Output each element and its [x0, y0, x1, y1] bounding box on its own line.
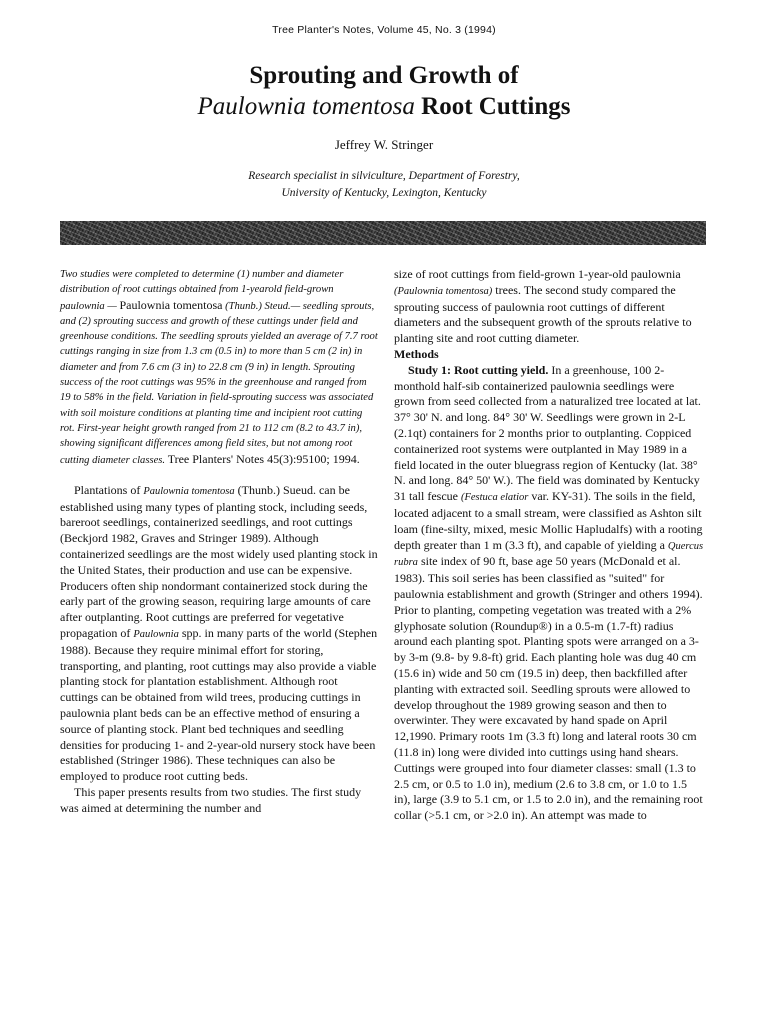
- title-line-1: Sprouting and Growth of: [249, 62, 519, 89]
- methods-heading: Methods: [394, 346, 439, 361]
- abstract-part-1: Two studies were completed to determine (1) number and diameter distribution of root cuttings obtained from 1-yearold field-grown paulownia —: [60, 269, 344, 312]
- abstract-citation: Tree Planters' Notes 45(3):95100; 1994.: [167, 451, 360, 466]
- title-rest: Root Cuttings: [414, 93, 571, 120]
- intro-text-c: spp. in many parts of the world (Stephen 1988). Because they require minimal effort for storing, transporting, and planting, root cuttings may also provide a viable planting stock for plantation establishment. Although root cuttings can be obtained from wild trees, producing cuttings in paulownia plant beds can be an effective method of ensuring a source of planting stock. Plant bed techniques and seedling densities for producing 1- and 2-year-old nursery stock have been established (Stringer 1986). These techniques can also be employed to produce root cutting beds.: [60, 626, 378, 784]
- author-affiliation: [0, 168, 768, 202]
- study-1-text-a: In a greenhouse, 100 2-monthold half-sib containerized paulownia seedlings were grown from seed collected from a naturalized tree located at lat. 37° 30' N. and long. 84° 30' W. Seedlings were grown in 2-L (2.1qt) containers for 2 months prior to outplanting. Coppiced containerized root systems were outplanted in May 1989 in a field located in the outer bluegrass region of Kentucky (lat. 38° N. and long. 84° 50' W.). The field was dominated by Kentucky 31 tall fescue: [394, 362, 701, 504]
- study-1-paragraph: [394, 363, 706, 824]
- right-paragraph-1: [394, 267, 706, 347]
- intro-paragraph-2: This paper presents results from two studies. The first study was aimed at determining the number and: [60, 785, 362, 815]
- study-1-quercus: Quercus rubra: [394, 540, 704, 569]
- right-text-b: trees. The second study compared the sprouting success of paulownia root cuttings of different diameters and the subsequent growth of the sprouts relative to planting site and root cutting diameter.: [394, 282, 692, 346]
- intro-text-a: Plantations of: [74, 482, 144, 497]
- study-1-text-c: site index of 90 ft, base age 50 years (McDonald et al. 1983). This soil series has been classified as "suited" for paulownia establishment and growth (Stringer and others 1994). Prior to planting, competing vegetation was treated with a 2% glyphosate solution (Roundup®) in a 0.5-m (1.7-ft) radius around each planting spot. Planting spots were arranged on a 3- by 3-m (9.8- by 9.8-ft) grid. Each planting hole was dug 40 cm (15.6 in) wide and 50 cm (19.5 in) deep, then backfilled after planting with extracted soil. Seedling sprouts were allowed to develop throughout the 1989 growing season and then to overwinter. They were excavated by hand spade on April 12,1990. Primary roots 1m (3.3 ft) long and lateral roots 30 cm (11.8 in) long were divided into cuttings using hand shears. Cuttings were grouped into four diameter classes: small (1.3 to 2.5 cm, or 0.5 to 1.0 in), medium (2.6 to 3.8 cm, or 1.0 to 1.5 in), large (3.9 to 5.1 cm, or 1.5 to 2.0 in), and the remaining root collar (>5.1 cm, or >2.0 in). An attempt was made to: [394, 554, 703, 823]
- intro-species: Paulownia tomentosa: [143, 485, 235, 497]
- decorative-header-bar: [60, 221, 706, 245]
- study-1-heading: Study 1: Root cutting yield.: [408, 362, 549, 377]
- article-title: [0, 60, 768, 122]
- left-column: [60, 267, 378, 817]
- study-1-text-b: var. KY-31). The soils in the field, located adjacent to a small stream, were classified as Ashton silt loam (fine-silty, mixed, mesic Mollic Hapludalfs) with a rooting depth greater than 1 m (3.3 ft), and capable of yielding a: [394, 489, 703, 552]
- intro-genus: Paulownia: [133, 629, 179, 641]
- affiliation-line-2: University of Kentucky, Lexington, Kentucky: [281, 187, 487, 199]
- abstract-part-2: (Thunb.) Steud.— seedling sprouts, and (2) sprouting success and growth of these cuttings under field and greenhouse conditions. The seedling sprouts yielded an average of 7.7 root cuttings ranging in size from 1.3 cm (0.5 in) to more than 5 cm (2 in) in diameter and from 7.6 cm (3 in) to 22.8 cm (9 in) in length. Sprouting success of the root cuttings was 95% in the greenhouse and ranged from 19 to 58% in the field. Variation in field-sprouting success was associated with soil moisture conditions at planting time and incipient root cutting rot. First-year height growth ranged from 21 to 112 cm (8.2 to 43.7 in), showing significant differences among field sites, but not among root cutting diameter classes.: [60, 300, 378, 466]
- abstract: [60, 267, 378, 468]
- intro-text-b: (Thunb.) Sueud. can be established using many types of planting stock, including seeds, bareroot seedlings, containerized seedlings, and root cuttings (Beckjord 1982, Graves and Stringer 1989). Although containerized seedlings are the most widely used planting stock in the United States, their production and use can be expensive. Producers often ship nondormant containerized stock during the early part of the growing season, requiring large amounts of care after outplanting. Root cuttings are preferred for vegetative propagation of: [60, 482, 378, 641]
- title-species: Paulownia tomentosa: [197, 93, 415, 120]
- journal-header: Tree Planter's Notes, Volume 45, No. 3 (1994): [272, 24, 496, 36]
- right-species: (Paulownia tomentosa): [394, 285, 493, 297]
- author-name: Jeffrey W. Stringer: [334, 137, 434, 152]
- title-line-2: [0, 91, 768, 122]
- abstract-species: Paulownia tomentosa: [119, 297, 223, 312]
- intro-paragraph-1: [60, 483, 378, 785]
- affiliation-line-1: Research specialist in silviculture, Department of Forestry,: [248, 170, 520, 182]
- study-1-fescue: (Festuca elatior: [460, 492, 529, 504]
- right-column: [394, 267, 706, 824]
- right-text-a: size of root cuttings from field-grown 1-year-old paulownia: [394, 267, 681, 281]
